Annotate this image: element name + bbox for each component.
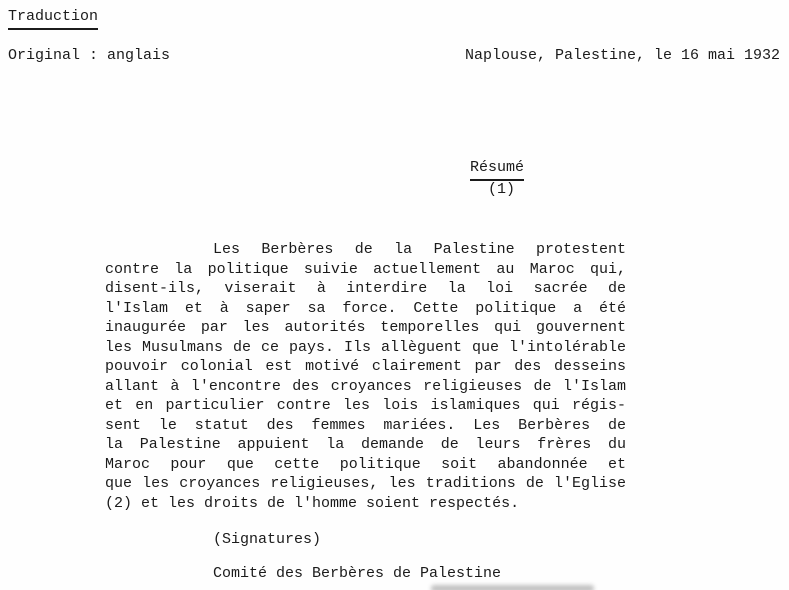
paragraph-line: et en particulier contre les lois islamiques qui régis- xyxy=(105,397,626,414)
paragraph-line: pouvoir colonial est motivé clairement par des desseins xyxy=(105,358,626,375)
summary-heading xyxy=(434,142,524,215)
summary-paragraph xyxy=(105,240,626,513)
paragraph-line: les Musulmans de ce pays. Ils allèguent que l'intolérable xyxy=(105,338,626,356)
summary-title-note: (1) xyxy=(488,181,516,198)
paragraph-line: l'Islam et à saper sa force. Cette politique a été xyxy=(105,299,626,317)
paragraph-line: contre la politique suivie actuellement au Maroc qui, xyxy=(105,260,626,278)
paragraph-line: Maroc pour que cette politique soit abandonnée et xyxy=(105,455,626,473)
original-language-line: Original : anglais xyxy=(8,47,171,64)
paragraph-line: Les Berbères de la Palestine protestent xyxy=(213,241,626,258)
paragraph-line: disent-ils, viserait à interdire la loi sacrée de xyxy=(105,280,626,297)
paragraph-line: la Palestine appuient la demande de leurs frères du xyxy=(105,436,626,453)
traduction-label: Traduction xyxy=(8,8,98,30)
summary-title: Résumé xyxy=(470,159,524,181)
paragraph-line: allant à l'encontre des croyances religieuses de l'Islam xyxy=(105,377,626,395)
committee-name: Comité des Berbères de Palestine xyxy=(213,565,502,582)
paragraph-line: que les croyances religieuses, les traditions de l'Eglise xyxy=(105,475,626,492)
paragraph-line: sent le statut des femmes mariées. Les Berbères de xyxy=(105,416,626,434)
scan-artifact-smudge xyxy=(431,585,594,590)
paragraph-line: inaugurée par les autorités temporelles qui gouvernent xyxy=(105,319,626,336)
dateline: Naplouse, Palestine, le 16 mai 1932 xyxy=(464,47,780,64)
signatures-note: (Signatures) xyxy=(213,531,322,548)
paragraph-line: (2) et les droits de l'homme soient respectés. xyxy=(105,494,520,512)
